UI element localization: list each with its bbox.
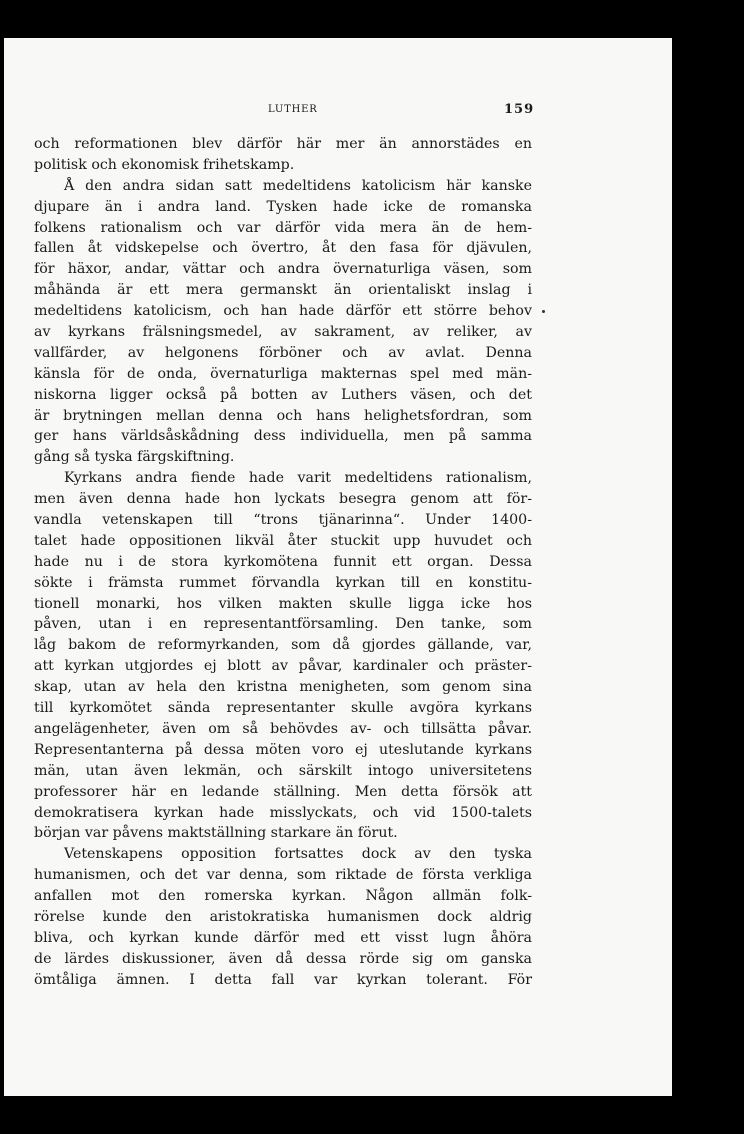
text-line: angelägenheter, även om så behövdes av- och tillsätta påvar.	[34, 720, 532, 737]
text-line: Vetenskapens opposition fortsattes dock av den tyska	[64, 846, 532, 863]
text-line: ömtåliga ämnen. I detta fall var kyrkan tolerant. För	[34, 971, 532, 988]
text-line: hade nu i de stora kyrkomötena funnit ett organ. Dessa	[34, 553, 532, 570]
text-line: att kyrkan utgjordes ej blott av påvar, kardinaler och präster-	[34, 658, 532, 675]
body-text	[34, 134, 532, 991]
text-line: Kyrkans andra fiende hade varit medeltidens rationalism,	[64, 470, 532, 487]
text-line: folkens rationalism och var därför vida mera än de hem-	[34, 219, 532, 236]
text-line: men även denna hade hon lyckats besegra genom att för-	[34, 491, 532, 508]
text-line: demokratisera kyrkan hade misslyckats, och vid 1500-talets	[34, 804, 532, 821]
text-line: män, utan även lekmän, och särskilt intogo universitetens	[34, 762, 532, 779]
text-line: rörelse kunde den aristokratiska humanismen dock aldrig	[34, 908, 532, 925]
text-line: gång så tyska färgskiftning.	[34, 449, 235, 466]
text-line: fallen åt vidskepelse och övertro, åt den fasa för djävulen,	[34, 240, 532, 257]
text-line: låg bakom de reformyrkanden, som då gjordes gällande, var,	[34, 637, 532, 654]
text-line: av kyrkans frälsningsmedel, av sakrament, av reliker, av	[34, 324, 532, 341]
text-line: politisk och ekonomisk frihetskamp.	[34, 156, 295, 173]
text-line: vallfärder, av helgonens förböner och av avlat. Denna	[34, 344, 532, 361]
text-line: ger hans världsåskådning dess individuella, men på samma	[34, 428, 532, 445]
text-line: för häxor, andar, vättar och andra övernaturliga väsen, som	[34, 261, 532, 278]
text-line: skap, utan av hela den kristna menigheten, som genom sina	[34, 679, 532, 696]
text-line: Representanterna på dessa möten voro ej uteslutande kyrkans	[34, 741, 532, 758]
text-line: medeltidens katolicism, och han hade därför ett större behov	[34, 303, 532, 320]
text-line: talet hade oppositionen likväl åter stuckit upp huvudet och	[34, 532, 532, 549]
text-line: påven, utan i en representantförsamling. Den tanke, som	[34, 616, 532, 633]
ink-speck	[542, 310, 545, 313]
text-line: och reformationen blev därför här mer än annorstädes en	[34, 136, 532, 152]
text-line: är brytningen mellan denna och hans helighetsfordran, som	[34, 407, 532, 424]
text-line: djupare än i andra land. Tysken hade icke de romanska	[34, 198, 532, 215]
text-line: humanismen, och det var denna, som riktade de första verkliga	[34, 867, 532, 884]
page-number: 159	[504, 102, 535, 117]
text-line: vandla vetenskapen till “trons tjänarinna“. Under 1400-	[34, 512, 532, 529]
text-line: bliva, och kyrkan kunde därför med ett visst lugn åhöra	[34, 929, 532, 946]
text-line: sökte i främsta rummet förvandla kyrkan till en konstitu-	[34, 574, 532, 591]
text-line: till kyrkomötet sända representanter skulle avgöra kyrkans	[34, 700, 532, 717]
text-line: de lärdes diskussioner, även då dessa rörde sig om ganska	[34, 950, 532, 967]
page-header	[4, 104, 672, 122]
text-line: tionell monarki, hos vilken makten skulle ligga icke hos	[34, 595, 532, 612]
text-line: början var påvens maktställning starkare än förut.	[34, 825, 398, 842]
text-line: niskorna ligger också på botten av Luthers väsen, och det	[34, 386, 532, 403]
text-line: känsla för de onda, övernaturliga makternas spel med män-	[34, 365, 532, 382]
text-line: anfallen mot den romerska kyrkan. Någon allmän folk-	[34, 888, 532, 905]
text-line: professorer här en ledande ställning. Men detta försök att	[34, 783, 532, 800]
book-page	[4, 38, 672, 1096]
running-title: LUTHER	[268, 104, 318, 115]
text-line: Å den andra sidan satt medeltidens katolicism här kanske	[64, 177, 532, 194]
text-line: måhända är ett mera germanskt än orientaliskt inslag i	[34, 282, 532, 299]
